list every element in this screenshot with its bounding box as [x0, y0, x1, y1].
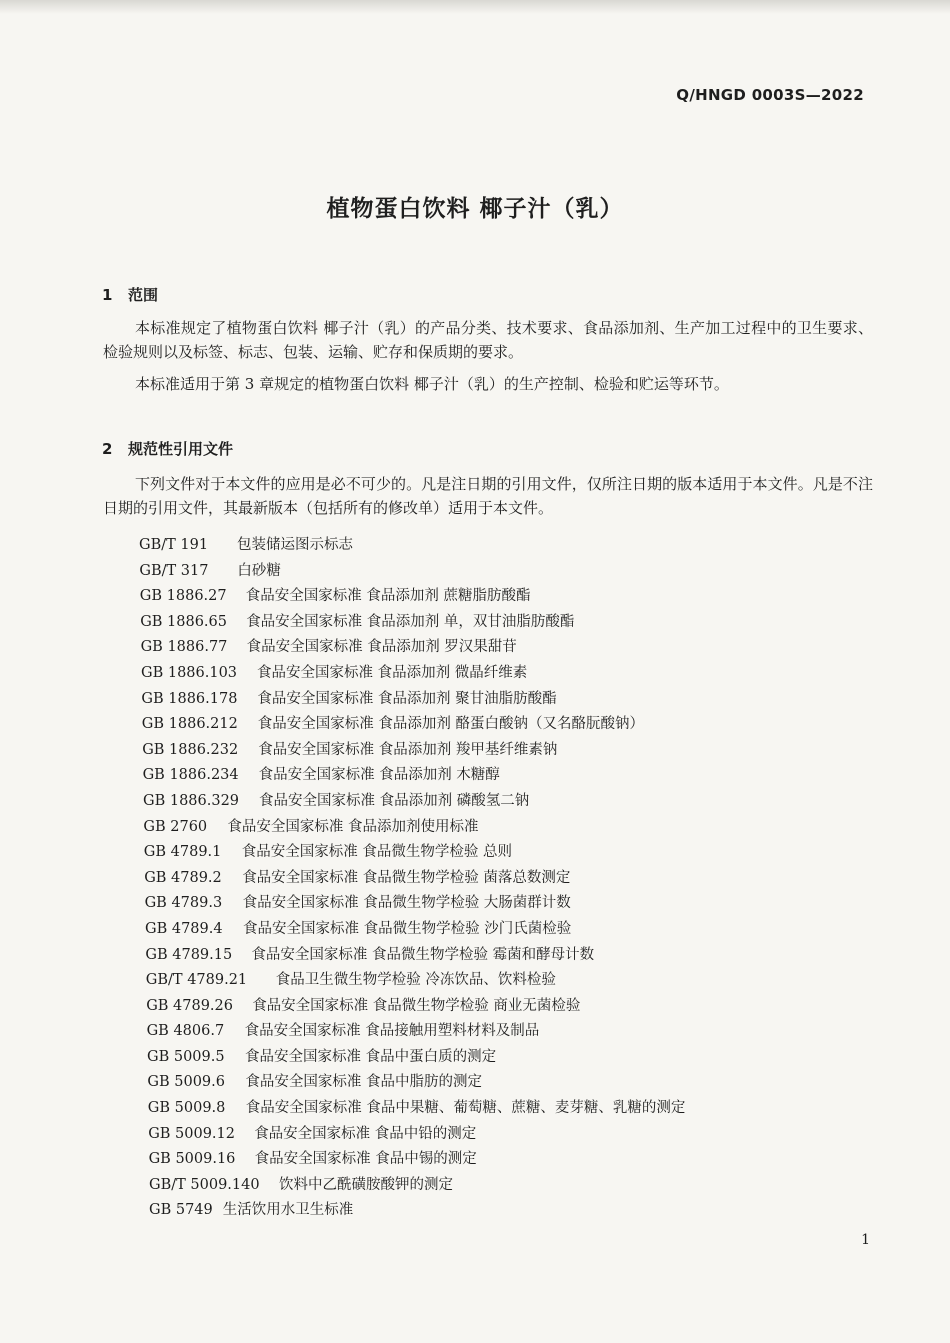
reference-item: [145, 943, 685, 969]
reference-title: 食品安全国家标准 食品微生物学检验 霉菌和酵母计数: [251, 946, 595, 963]
reference-code: GB 5009.6: [147, 1074, 225, 1091]
reference-code: GB 5009.16: [148, 1151, 236, 1168]
document-code: Q/HNGD 0003S—2022: [676, 86, 864, 104]
reference-item: [149, 1147, 686, 1173]
reference-item: [144, 840, 686, 866]
reference-title: 食品安全国家标准 食品添加剂 单，双甘油脂肪酸酯: [246, 613, 575, 630]
reference-item: [141, 635, 686, 661]
page-number: 1: [861, 1232, 870, 1248]
section-title: 范围: [128, 286, 159, 304]
reference-title: 食品卫生微生物学检验 冷冻饮品、饮料检验: [275, 972, 556, 989]
reference-item: [145, 917, 685, 943]
reference-item: [141, 661, 685, 687]
reference-code: GB/T 4789.21: [145, 972, 248, 989]
reference-code: GB 5749: [149, 1202, 213, 1219]
reference-item: [147, 1070, 685, 1096]
reference-title: 食品安全国家标准 食品添加剂 羧甲基纤维素钠: [258, 741, 558, 758]
reference-item: [148, 1122, 685, 1148]
reference-title: 食品安全国家标准 食品中铅的测定: [254, 1125, 477, 1142]
reference-title: 食品安全国家标准 食品中锡的测定: [254, 1151, 477, 1168]
section-heading-normative-references: [102, 438, 233, 459]
reference-title: 食品安全国家标准 食品添加剂 磷酸氢二钠: [259, 792, 530, 809]
reference-code: GB 4789.2: [144, 869, 222, 886]
reference-title: 食品安全国家标准 食品添加剂 木糖醇: [258, 767, 500, 784]
reference-code: GB 1886.329: [143, 792, 240, 809]
reference-code: GB/T 317: [139, 562, 209, 579]
reference-code: GB 4789.15: [145, 946, 233, 963]
section-number: 1: [102, 286, 113, 304]
reference-item: [143, 815, 685, 841]
reference-title: 食品安全国家标准 食品中果糖、葡萄糖、蔗糖、麦芽糖、乳糖的测定: [245, 1100, 686, 1117]
reference-code: GB 4789.26: [146, 997, 233, 1014]
reference-code: GB 5009.12: [148, 1125, 235, 1142]
scope-paragraph-1: 本标准规定了植物蛋白饮料 椰子汁（乳）的产品分类、技术要求、食品添加剂、生产加工过程中的卫生要求、检验规则以及标签、标志、包装、运输、贮存和保质期的要求。: [103, 319, 873, 361]
reference-item: [149, 1198, 685, 1224]
reference-title: 食品安全国家标准 食品添加剂使用标准: [227, 818, 479, 835]
reference-title: 食品安全国家标准 食品中蛋白质的测定: [245, 1048, 497, 1065]
reference-title: 饮料中乙酰磺胺酸钾的测定: [279, 1176, 453, 1193]
reference-code: GB 1886.77: [140, 639, 228, 656]
reference-item: [147, 1045, 685, 1071]
document-title: 植物蛋白饮料 椰子汁（乳）: [326, 196, 624, 222]
reference-item: [143, 789, 685, 815]
reference-code: GB/T 191: [139, 537, 209, 553]
reference-code: GB 1886.27: [139, 588, 227, 605]
reference-code: GB/T 5009.140: [149, 1176, 260, 1193]
reference-code: GB 5009.8: [147, 1100, 226, 1117]
reference-list: [139, 533, 685, 1224]
reference-title: 食品安全国家标准 食品中脂肪的测定: [245, 1074, 482, 1091]
reference-title: 生活饮用水卫生标准: [222, 1202, 354, 1219]
reference-item: [143, 763, 686, 789]
reference-code: GB 4789.1: [143, 844, 222, 861]
section-title: 规范性引用文件: [128, 440, 234, 458]
reference-code: GB 1886.65: [140, 613, 227, 630]
reference-item: [139, 559, 685, 585]
reference-title: 食品安全国家标准 食品添加剂 蔗糖脂肪酸酯: [245, 588, 531, 605]
scan-edge-shadow: [0, 0, 950, 14]
reference-item: [146, 968, 686, 994]
section-number: 2: [102, 440, 113, 458]
reference-code: GB 1886.232: [142, 741, 239, 758]
reference-item: [140, 584, 686, 610]
reference-title: 食品安全国家标准 食品微生物学检验 商业无菌检验: [252, 997, 581, 1014]
reference-title: 食品安全国家标准 食品添加剂 酪蛋白酸钠（又名酪朊酸钠）: [257, 716, 645, 733]
reference-code: GB 2760: [143, 818, 208, 835]
reference-item: [142, 712, 686, 738]
reference-item: [141, 687, 685, 713]
reference-item: [139, 533, 685, 559]
reference-item: [146, 994, 685, 1020]
reference-title: 白砂糖: [237, 562, 281, 579]
reference-item: [145, 891, 686, 917]
reference-code: GB 1886.212: [141, 716, 238, 733]
reference-title: 食品安全国家标准 食品接触用塑料材料及制品: [244, 1023, 540, 1040]
reference-code: GB 1886.178: [141, 690, 238, 707]
reference-item: [148, 1096, 686, 1122]
reference-item: [147, 1019, 686, 1045]
reference-title: 食品安全国家标准 食品添加剂 聚甘油脂肪酸酯: [257, 690, 557, 707]
reference-code: GB 5009.5: [147, 1048, 225, 1065]
section-heading-scope: [102, 284, 158, 305]
reference-code: GB 4806.7: [146, 1023, 225, 1040]
reference-title: 食品安全国家标准 食品微生物学检验 沙门氏菌检验: [243, 920, 572, 937]
reference-title: 食品安全国家标准 食品添加剂 微晶纤维素: [257, 664, 528, 681]
reference-code: GB 4789.4: [145, 920, 223, 937]
reference-code: GB 4789.3: [144, 895, 223, 912]
reference-title: 食品安全国家标准 食品微生物学检验 总则: [241, 844, 513, 861]
reference-item: [144, 866, 685, 892]
reference-title: 包装储运图示标志: [237, 537, 353, 553]
reference-item: [142, 738, 685, 764]
reference-title: 食品安全国家标准 食品微生物学检验 大肠菌群计数: [242, 895, 571, 912]
scope-paragraph-2: 本标准适用于第 3 章规定的植物蛋白饮料 椰子汁（乳）的生产控制、检验和贮运等环节。: [135, 375, 729, 393]
reference-item: [149, 1173, 685, 1199]
reference-title: 食品安全国家标准 食品添加剂 罗汉果甜苷: [246, 639, 517, 656]
reference-item: [140, 610, 685, 636]
references-intro-paragraph: 下列文件对于本文件的应用是必不可少的。凡是注日期的引用文件，仅所注日期的版本适用于本文件。凡是不注日期的引用文件，其最新版本（包括所有的修改单）适用于本文件。: [103, 475, 873, 517]
reference-title: 食品安全国家标准 食品微生物学检验 菌落总数测定: [242, 869, 571, 886]
reference-code: GB 1886.103: [141, 664, 238, 681]
reference-code: GB 1886.234: [142, 767, 239, 784]
